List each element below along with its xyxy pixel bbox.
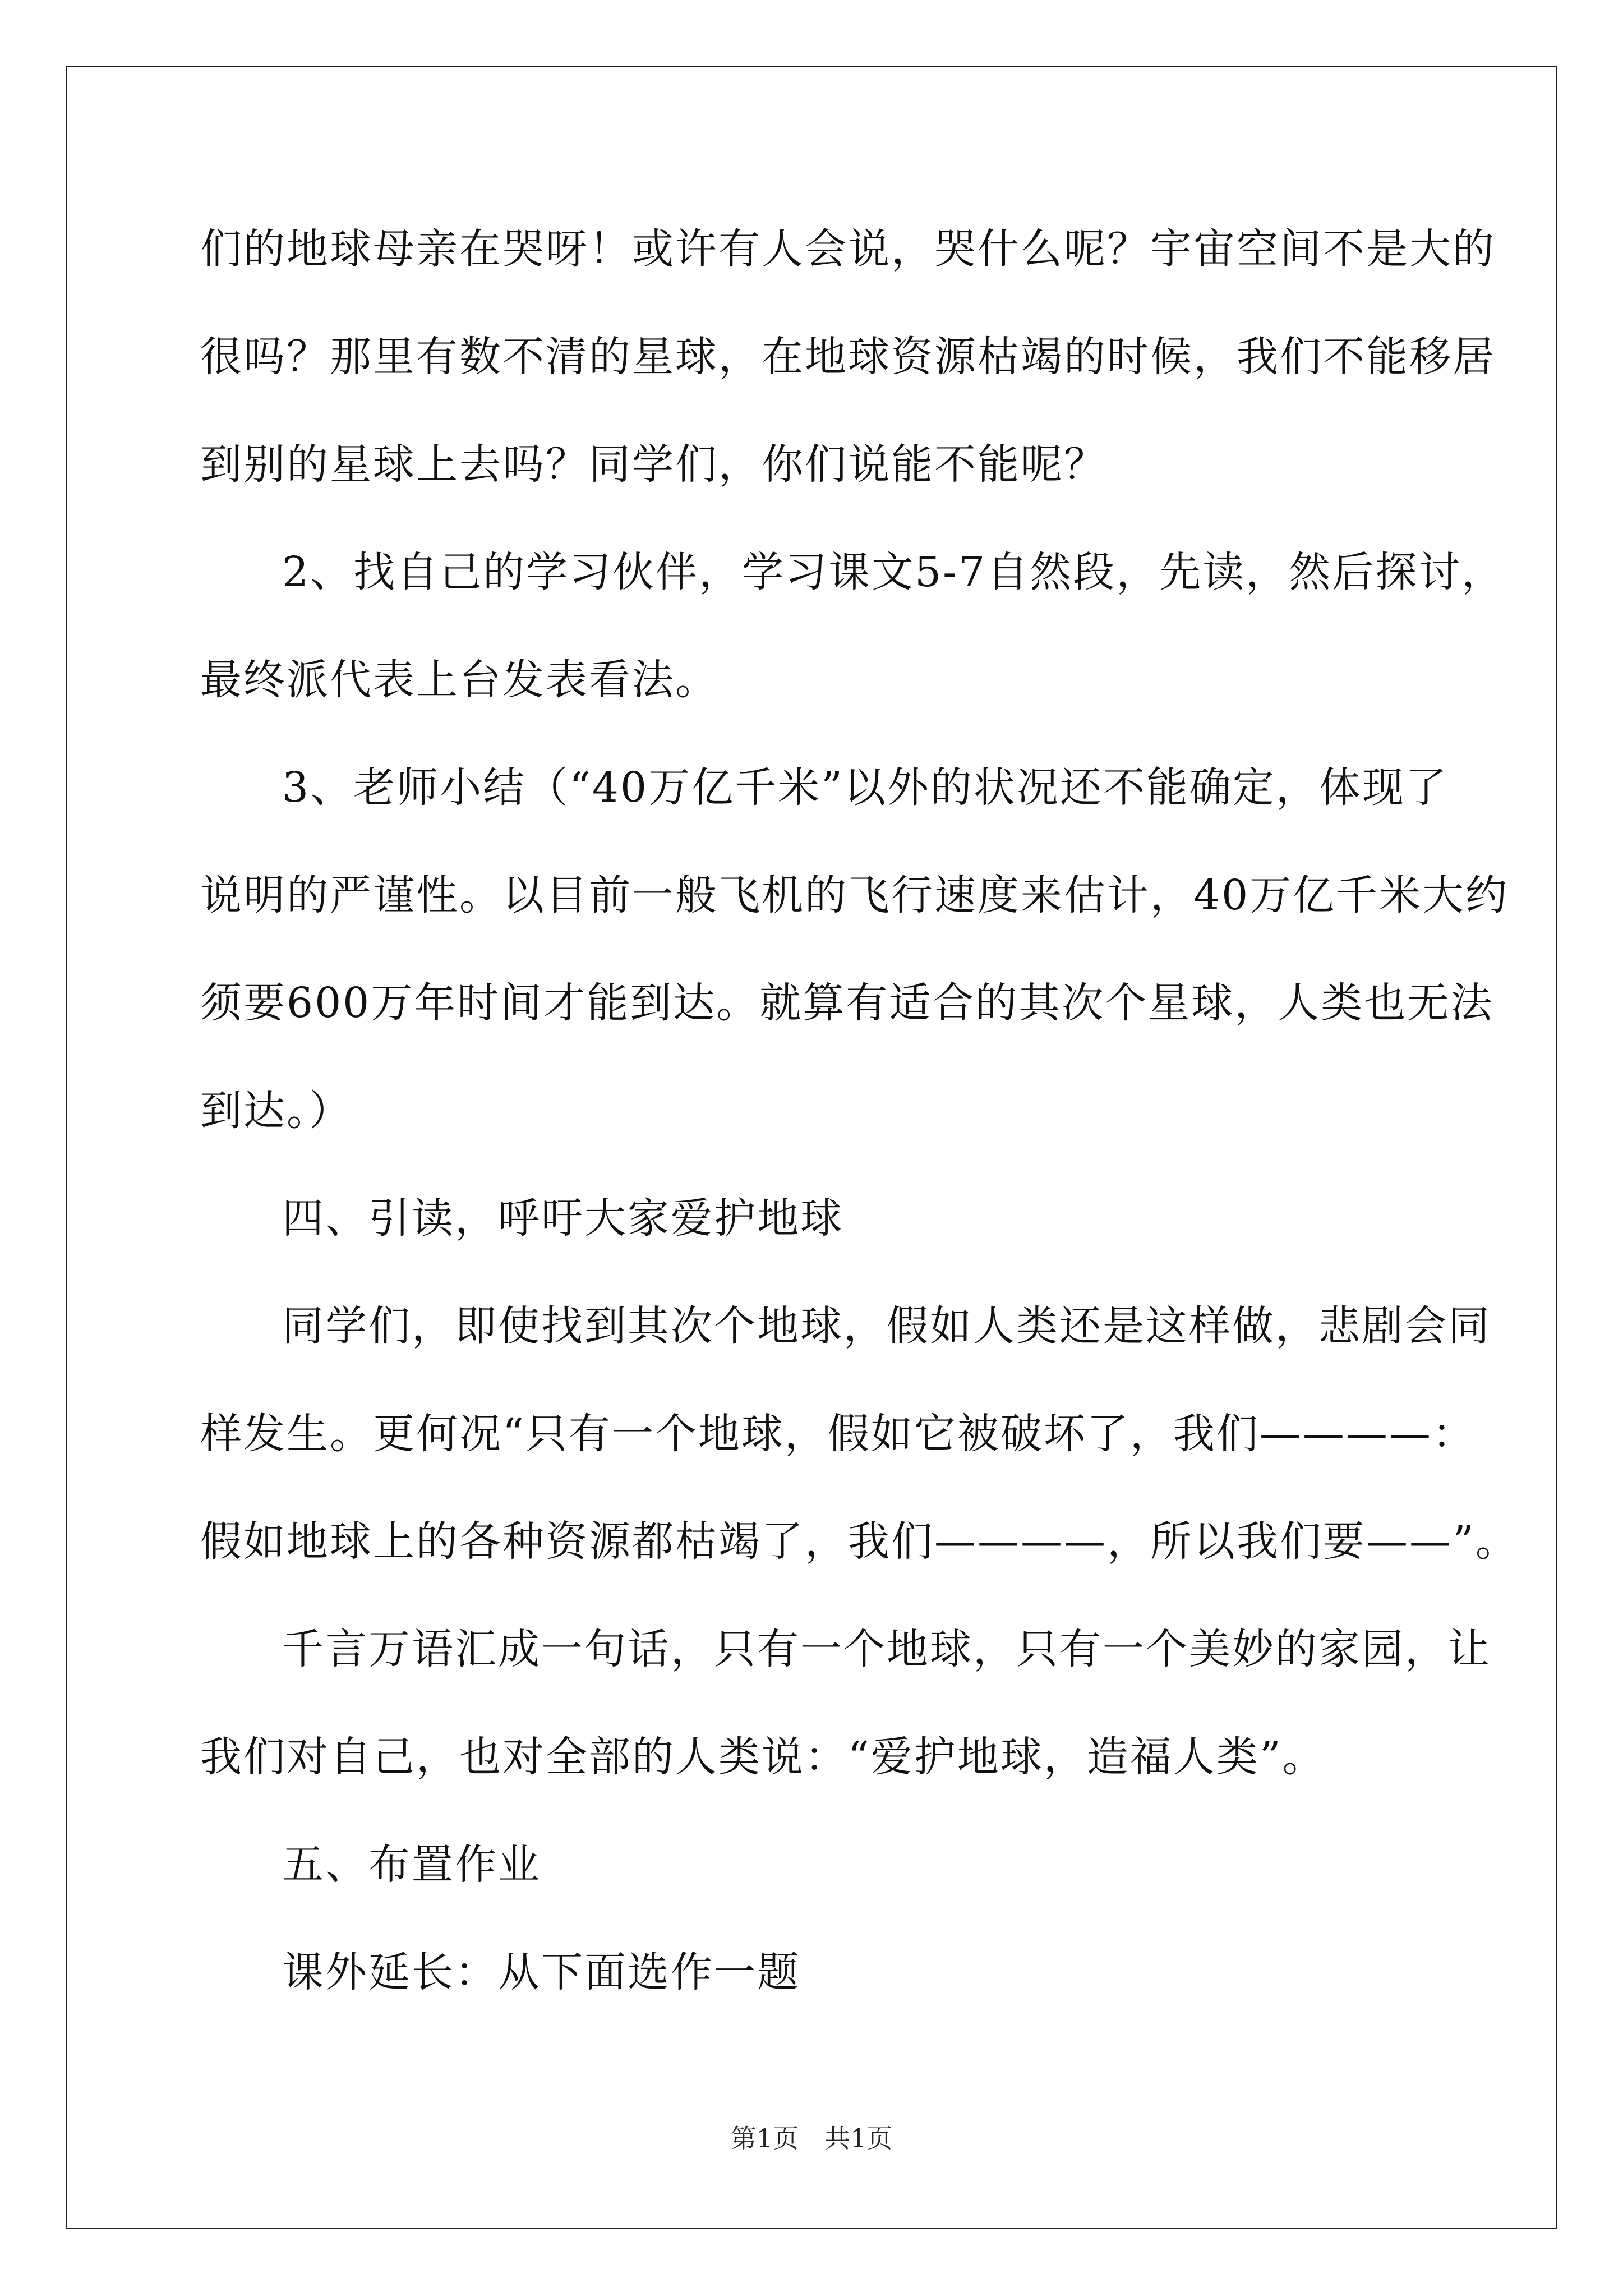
body-line-2: 很吗？那里有数不清的星球，在地球资源枯竭的时候，我们不能移居 <box>200 333 1496 381</box>
page-footer: 第1页 共1页 <box>730 2123 893 2154</box>
page-border <box>66 66 1557 2229</box>
body-line-14: 千言万语汇成一句话，只有一个地球，只有一个美妙的家园，让 <box>282 1625 1491 1673</box>
body-line-7: 说明的严谨性。以目前一般飞机的飞行速度来估计，40万亿千米大约 <box>200 871 1509 919</box>
body-line-1: 们的地球母亲在哭呀！或许有人会说，哭什么呢？宇宙空间不是大的 <box>200 225 1496 273</box>
section-heading-5: 五、布置作业 <box>282 1841 541 1889</box>
body-line-4: 2、找自己的学习伙伴，学习课文5-7自然段，先读，然后探讨， <box>282 548 1505 596</box>
body-line-13: 假如地球上的各种资源都枯竭了，我们————，所以我们要——”。 <box>200 1517 1519 1566</box>
body-line-11: 同学们，即使找到其次个地球，假如人类还是这样做，悲剧会同 <box>282 1302 1491 1350</box>
body-line-6: 3、老师小结（“40万亿千米”以外的状况还不能确定，体现了 <box>282 763 1449 812</box>
body-line-15: 我们对自己，也对全部的人类说：“爱护地球，造福人类”。 <box>200 1733 1326 1781</box>
body-line-17: 课外延长：从下面选作一题 <box>282 1948 800 1996</box>
section-heading-4: 四、引读，呼吁大家爱护地球 <box>282 1194 843 1243</box>
body-line-5: 最终派代表上台发表看法。 <box>200 656 718 704</box>
body-line-3: 到别的星球上去吗？同学们，你们说能不能呢？ <box>200 440 1107 489</box>
body-line-12: 样发生。更何况“只有一个地球，假如它被破坏了，我们————： <box>200 1410 1476 1458</box>
body-line-8: 须要600万年时间才能到达。就算有适合的其次个星球，人类也无法 <box>200 979 1494 1027</box>
body-line-9: 到达。） <box>200 1087 352 1135</box>
